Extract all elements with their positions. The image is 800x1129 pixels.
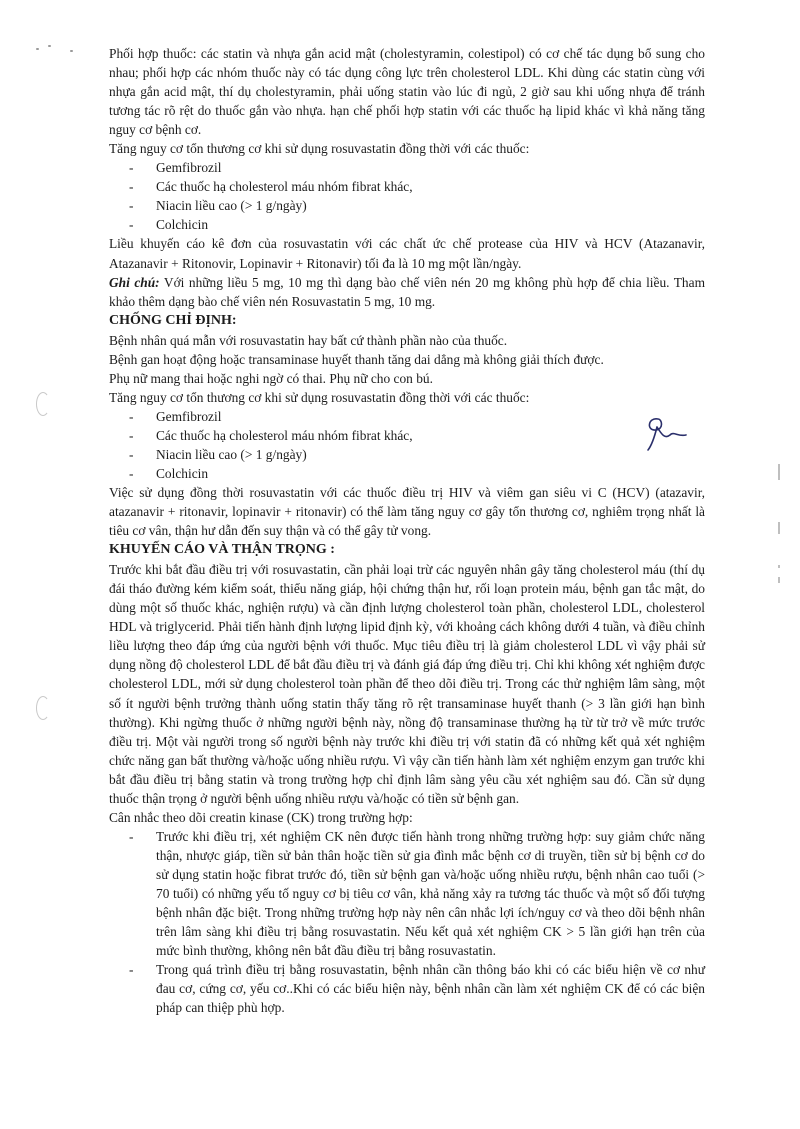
list-item: - Colchicin: [109, 464, 705, 483]
list-item: - Gemfibrozil: [109, 158, 705, 177]
warnings-heading: KHUYẾN CÁO VÀ THẬN TRỌNG :: [109, 542, 335, 558]
contraindication-drug-list: [109, 407, 705, 483]
list-item: - Trước khi điều trị, xét nghiệm CK nên được tiến hành trong những trường hợp: suy giảm chức năng thận, nhược giáp, tiền sử bản thân hoặc tiền sử gia đình mắc bệnh cơ di truyền, tiền sử bị bệnh cơ do sử dụng statin hoặc fibrat trước đó, tiền sử bệnh gan và/hoặc uống nhiều rượu, bệnh nhân cao tuổi (> 70 tuổi) có những yếu tố nguy cơ bị tiêu cơ vân, khả năng xảy ra tương tác thuốc và một số đối tượng bệnh nhân đặc biệt. Trong những trường hợp này nên cân nhắc lợi ích/nguy cơ và theo dõi bệnh nhân trên lâm sàng khi điều trị bằng rosuvastatin. Nếu kết quả xét nghiệm CK > 5 lần giới hạn trên của mức bình thường, không nên bắt đầu điều trị bằng rosuvastatin.: [109, 827, 705, 960]
contraindication-line: Phụ nữ mang thai hoặc nghi ngờ có thai. Phụ nữ cho con bú.: [109, 370, 433, 386]
contraindication-line: Bệnh nhân quá mẫn với rosuvastatin hay bất cứ thành phần nào của thuốc.: [109, 332, 508, 348]
ck-monitoring-intro: Cân nhắc theo dõi creatin kinase (CK) trong trường hợp:: [109, 809, 413, 825]
document-body: [109, 44, 705, 1017]
muscle-risk-intro: Tăng nguy cơ tổn thương cơ khi sử dụng rosuvastatin đồng thời với các thuốc:: [109, 141, 530, 157]
list-item: - Các thuốc hạ cholesterol máu nhóm fibrat khác,: [109, 426, 705, 445]
list-item: - Colchicin: [109, 215, 705, 234]
edge-mark: [778, 577, 780, 583]
list-item: - Niacin liều cao (> 1 g/ngày): [109, 445, 705, 464]
contraindication-line: Bệnh gan hoạt động hoặc transaminase huyết thanh tăng dai dẳng mà không giải thích được.: [109, 351, 604, 367]
list-item: - Gemfibrozil: [109, 407, 705, 426]
muscle-risk-drug-list: [109, 158, 705, 234]
contraindications-section: [109, 311, 705, 541]
note-text: Với những liều 5 mg, 10 mg thì dạng bào chế viên nén 20 mg không phù hợp để chia liều. Tham khảo thêm dạng bào chế viên nén Rosuvastatin 5 mg, 10 mg.: [109, 274, 705, 309]
ck-monitoring-list: [109, 827, 705, 1017]
interactions-section: [109, 44, 705, 311]
hiv-hcv-paragraph: Việc sử dụng đồng thời rosuvastatin với các thuốc điều trị HIV và viêm gan siêu vi C (HCV) (atazavir, atazanavir + ritonavir, lopinavir + ritonavir) có thể làm tăng nguy cơ gây tổn thương cơ, nghiêm trọng nhất là tiêu cơ vân, thận hư dẫn đến suy thận và có thể gây tử vong.: [109, 485, 705, 539]
scan-speck: [48, 45, 51, 47]
note-label: Ghi chú:: [109, 274, 160, 290]
note-paragraph: [109, 273, 705, 311]
interaction-paragraph: Phối hợp thuốc: các statin và nhựa gắn acid mật (cholestyramin, colestipol) có cơ chế tác dụng bổ sung cho nhau; phối hợp các nhóm thuốc này có tác dụng công lực trên cholesterol LDL. Khi dùng các statin cùng với nhựa gắn acid mật, thí dụ cholestyramin, phải uống statin vào lúc đi ngủ, 2 giờ sau khi uống nhựa để tránh tương tác rõ rệt do thuốc gắn vào nhựa. hạn chế phối hợp statin với các thuốc hạ lipid khác vì khả năng tăng nguy cơ bệnh cơ.: [109, 46, 705, 138]
contraindications-heading: CHỐNG CHỈ ĐỊNH:: [109, 312, 237, 328]
edge-mark: [778, 565, 780, 568]
contraindication-line: Tăng nguy cơ tổn thương cơ khi sử dụng rosuvastatin đồng thời với các thuốc:: [109, 389, 530, 405]
warnings-paragraph: Trước khi bắt đầu điều trị với rosuvastatin, cần phải loại trừ các nguyên nhân gây tăng cholesterol máu (thí dụ đái tháo đường kém kiểm soát, thiểu năng giáp, hội chứng thận hư, rối loạn protein máu, bệnh gan tắc mật, do dùng một số thuốc khác, nghiện rượu) và cần định lượng cholesterol toàn phần, cholesterol LDL, cholesterol HDL và triglycerid. Phải tiến hành định lượng lipid định kỳ, với khoảng cách không dưới 4 tuần, và điều chỉnh liều lượng theo đáp ứng của người bệnh với thuốc. Mục tiêu điều trị là giảm cholesterol LDL vì vậy phải sử dụng nồng độ cholesterol LDL để bắt đầu điều trị và đánh giá đáp ứng điều trị. Chỉ khi không xét nghiệm được cholesterol LDL, mới sử dụng cholesterol toàn phần để theo dõi điều trị. Trong các thử nghiệm lâm sàng, một số ít người bệnh trưởng thành uống statin thấy tăng rõ rệt transaminase huyết thanh (> 3 lần giới hạn bình thường). Khi ngừng thuốc ở những người bệnh này, nồng độ transaminase thường hạ từ từ trở về mức trước điều trị. Một vài người trong số người bệnh này trước khi điều trị với statin đã có những kết quả xét nghiệm chức năng gan bất thường và/hoặc uống nhiều rượu. Vì vậy cần tiến hành làm xét nghiệm enzym gan trước khi bắt đầu điều trị bằng statin và trong trường hợp chỉ định lâm sàng yêu cầu xét nghiệm sau đó. Cần sử dụng thuốc thận trọng ở người bệnh uống nhiều rượu và/hoặc có tiền sử bệnh gan.: [109, 562, 705, 806]
list-item: - Niacin liều cao (> 1 g/ngày): [109, 196, 705, 215]
edge-mark: [778, 464, 780, 480]
punch-hole-lower: [36, 696, 50, 720]
recommended-dose-paragraph: Liều khuyến cáo kê đơn của rosuvastatin với các chất ức chế protease của HIV và HCV (Atazanavir, Atazanavir + Ritonovir, Lopinavir + Ritonavir) tối đa là 10 mg một lần/ngày.: [109, 236, 705, 271]
scan-speck: [36, 48, 39, 50]
list-item: - Trong quá trình điều trị bằng rosuvastatin, bệnh nhân cần thông báo khi có các biểu hiện về cơ như đau cơ, cứng cơ, yếu cơ..Khi có các biểu hiện này, bệnh nhân cần làm xét nghiệm CK để có các biện pháp can thiệp phù hợp.: [109, 960, 705, 1017]
warnings-section: [109, 540, 705, 1017]
scan-speck: [70, 50, 73, 52]
punch-hole-upper: [36, 392, 50, 416]
edge-mark: [778, 522, 780, 534]
list-item: - Các thuốc hạ cholesterol máu nhóm fibrat khác,: [109, 177, 705, 196]
